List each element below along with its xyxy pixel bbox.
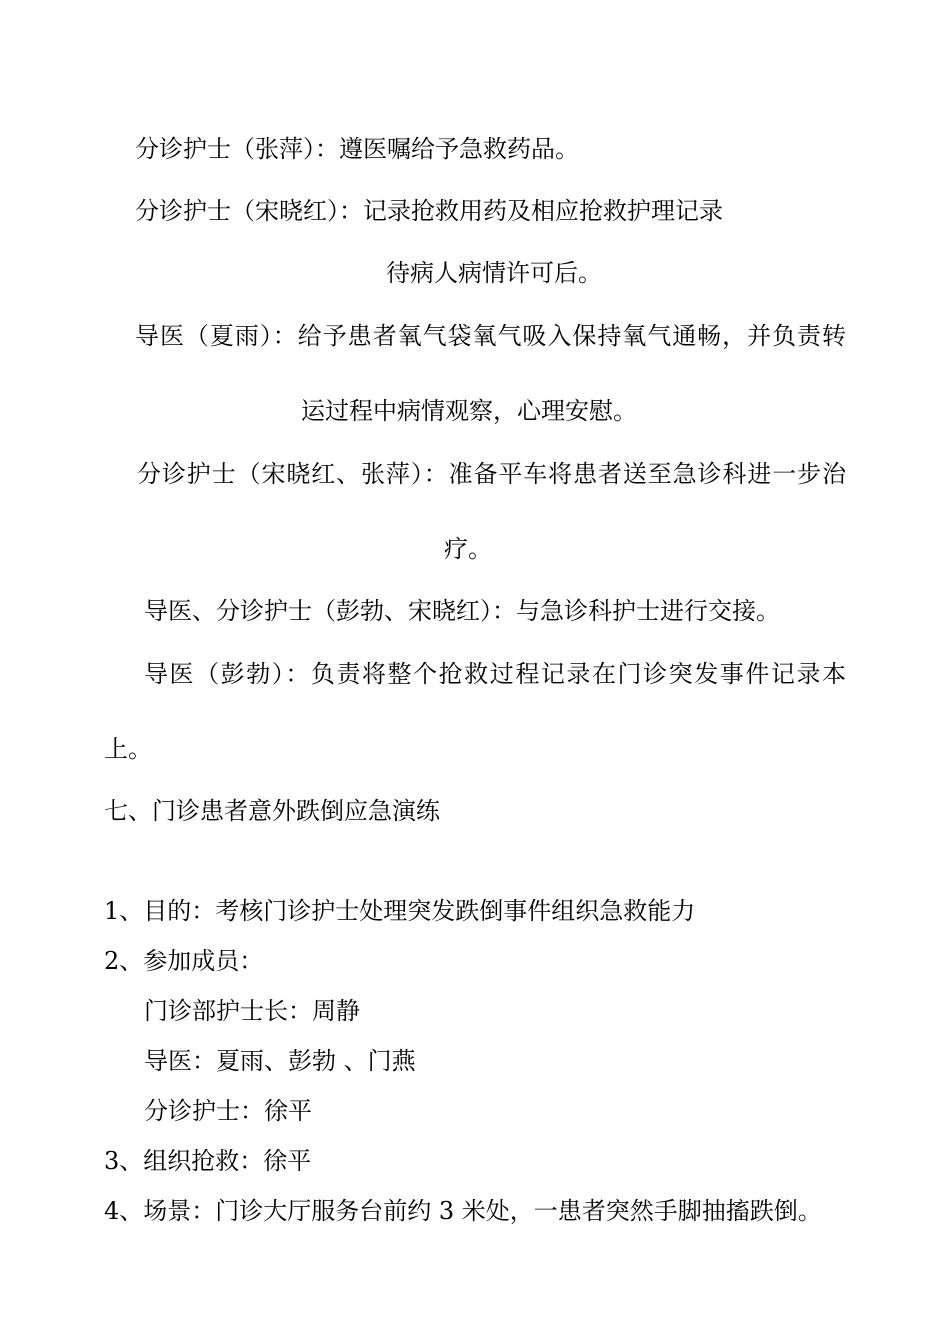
- organizer-item: 3、组织抢救：徐平: [104, 1147, 312, 1175]
- dialogue-line: 导医、分诊护士（彭勃、宋晓红）：与急诊科护士进行交接。: [144, 597, 780, 625]
- purpose-item: 1、目的：考核门诊护士处理突发跌倒事件组织急救能力: [104, 897, 696, 925]
- dialogue-line: 待病人病情许可后。: [386, 259, 602, 287]
- members-label: 2、参加成员：: [104, 947, 264, 975]
- dialogue-line: 分诊护士（宋晓红、张萍）：准备平车将患者送至急诊科进一步治: [137, 460, 846, 488]
- section-title: 七、门诊患者意外跌倒应急演练: [104, 797, 440, 825]
- dialogue-line: 分诊护士（宋晓红）：记录抢救用药及相应抢救护理记录: [135, 197, 723, 225]
- dialogue-line: 分诊护士（张萍）：遵医嘱给予急救药品。: [135, 135, 579, 163]
- dialogue-line: 上。: [104, 735, 152, 763]
- member-triage-nurse: 分诊护士：徐平: [144, 1097, 312, 1125]
- member-guides: 导医：夏雨、彭勃 、门燕: [144, 1047, 416, 1075]
- member-head-nurse: 门诊部护士长：周静: [144, 997, 360, 1025]
- dialogue-line: 导医（夏雨）：给予患者氧气袋氧气吸入保持氧气通畅，并负责转: [135, 322, 846, 350]
- dialogue-line: 导医（彭勃）：负责将整个抢救过程记录在门诊突发事件记录本: [144, 660, 846, 688]
- dialogue-line: 运过程中病情观察，心理安慰。: [301, 397, 637, 425]
- dialogue-line: 疗。: [444, 535, 492, 563]
- scene-item: 4、场景：门诊大厅服务台前约 3 米处，一患者突然手脚抽搐跌倒。: [104, 1197, 822, 1225]
